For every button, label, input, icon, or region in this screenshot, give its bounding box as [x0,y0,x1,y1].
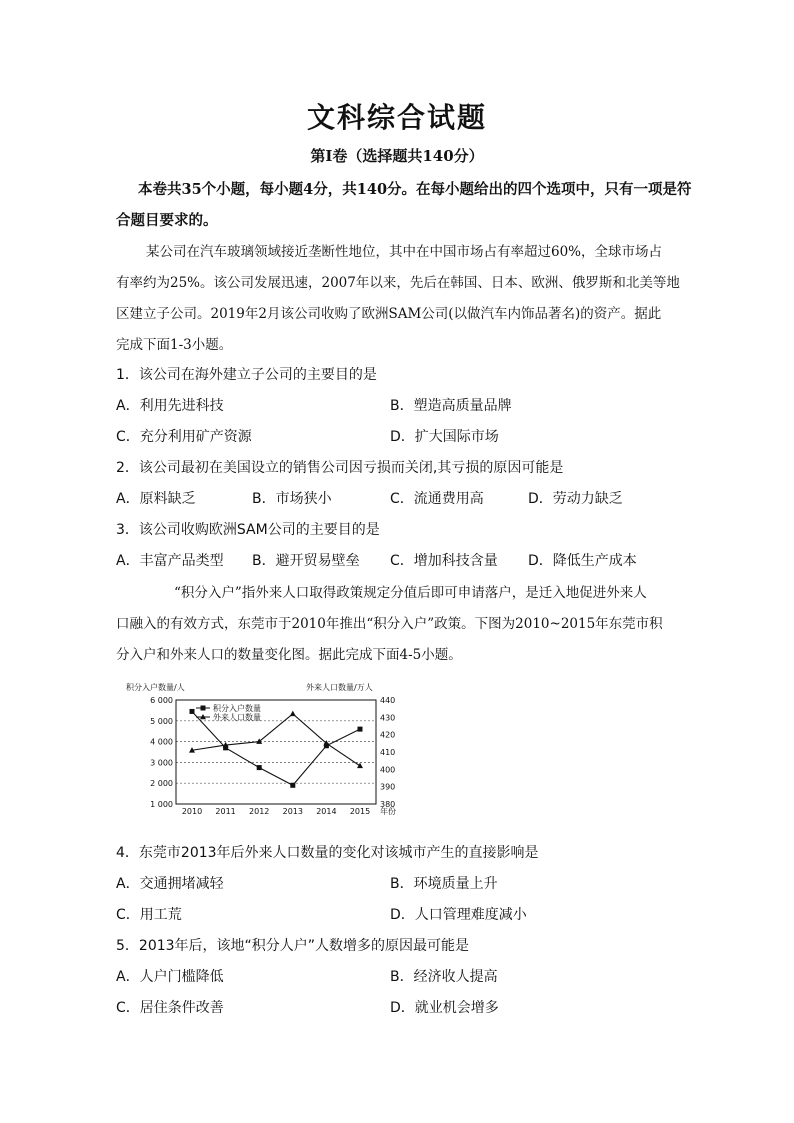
right-axis-label: 外来人口数量/万人 [306,683,373,692]
passage1-line-1: 某公司在汽车玻璃领域接近垄断性地位，其中在中国市场占有率超过60%，全球市场占 [146,244,663,260]
question-2-option-b: B．市场狭小 [252,491,332,507]
left-tick-label: 4 000 [150,737,173,747]
legend-label-1: 积分入户数量 [213,704,261,713]
data-point-square [358,727,363,732]
population-chart [126,676,416,836]
question-3-option-c: C．增加科技含量 [390,553,498,569]
x-tick-label: 2015 [349,807,371,816]
question-5-option-a: A．人户门槛降低 [116,969,224,985]
x-tick-label: 2013 [282,807,303,816]
question-5-stem: 5．2013年后，该地“积分人户”人数增多的原因最可能是 [116,938,470,954]
x-tick-label: 2012 [249,807,270,816]
x-tick-label: 2014 [316,807,337,816]
data-point-square [257,765,262,770]
question-4-option-a: A．交通拥堵减轻 [116,876,224,892]
page-title: 文科综合试题 [306,101,487,134]
data-point-triangle [290,711,296,717]
left-tick-label: 6 000 [150,696,173,705]
question-2-stem: 2．该公司最初在美国设立的销售公司因亏损而关闭,其亏损的原因可能是 [116,460,564,476]
question-1-option-a: A．利用先进科技 [116,398,224,414]
question-3-stem: 3．该公司收购欧洲SAM公司的主要目的是 [116,522,380,538]
question-1-option-c: C．充分利用矿产资源 [116,429,252,445]
left-tick-label: 3 000 [150,758,173,768]
question-4-stem: 4．东莞市2013年后外来人口数量的变化对该城市产生的直接影响是 [116,845,539,861]
legend-label-2: 外来人口数量 [213,713,261,722]
passage2-line-2: 口融入的有效方式，东莞市于2010年推出“积分入户”政策。下图为2010~2015年东莞市积 [116,616,663,632]
x-axis-unit: 年份 [380,807,396,816]
instructions-line-1: 本卷共35个小题，每小题4分，共140分。在每小题给出的四个选项中，只有一项是符 [138,181,692,198]
question-1-option-b: B．塑造高质量品牌 [390,398,512,414]
instructions-line-2: 合题目要求的。 [116,212,218,229]
question-5-option-b: B．经济收人提高 [390,969,498,985]
data-point-triangle [357,763,363,769]
passage2-line-3: 分入户和外来人口的数量变化图。据此完成下面4-5小题。 [116,647,462,663]
question-2-option-c: C．流通费用高 [390,491,484,507]
x-tick-label: 2011 [215,807,236,816]
passage2-line-1: “积分入户”指外来人口取得政策规定分值后即可申请落户，是迁入地促进外来人 [174,585,647,601]
right-tick-label: 430 [380,713,396,723]
left-tick-label: 2 000 [150,779,173,789]
question-3-option-b: B．避开贸易壁垒 [252,553,360,569]
question-4-option-b: B．环境质量上升 [390,876,498,892]
passage1-line-4: 完成下面1-3小题。 [116,337,233,353]
question-5-option-d: D．就业机会增多 [390,1000,499,1016]
left-tick-label: 1 000 [150,800,173,809]
question-2-option-a: A．原料缺乏 [116,491,196,507]
data-point-square [290,783,295,788]
question-3-option-d: D．降低生产成本 [528,553,637,569]
right-tick-label: 440 [380,696,396,705]
question-2-option-d: D．劳动力缺乏 [528,491,623,507]
population-chart-svg [126,676,416,836]
right-tick-label: 400 [380,765,396,775]
question-5-option-c: C．居住条件改善 [116,1000,224,1016]
plot-frame [176,700,376,804]
passage1-line-3: 区建立子公司。2019年2月该公司收购了欧洲SAM公司(以做汽车内饰品著名)的资产。据此 [116,306,662,322]
question-1-stem: 1．该公司在海外建立子公司的主要目的是 [116,367,377,383]
question-4-option-d: D．人口管理难度减小 [390,907,527,923]
data-point-square [190,709,195,714]
section-subtitle: 第Ⅰ卷（选择题共140分） [310,147,484,165]
question-3-option-a: A．丰富产品类型 [116,553,224,569]
question-1-option-d: D．扩大国际市场 [390,429,499,445]
right-tick-label: 380 [380,800,396,809]
right-tick-label: 410 [380,748,396,757]
question-4-option-c: C．用工荒 [116,907,182,923]
right-tick-label: 420 [380,730,396,740]
left-tick-label: 5 000 [150,716,173,726]
left-axis-label: 积分入户数量/人 [126,683,185,692]
x-tick-label: 2010 [181,807,203,816]
passage1-line-2: 有率约为25%。该公司发展迅速，2007年以来，先后在韩国、日本、欧洲、俄罗斯和北美等地 [116,275,680,291]
legend-marker-square [201,706,206,711]
right-tick-label: 390 [380,782,396,792]
